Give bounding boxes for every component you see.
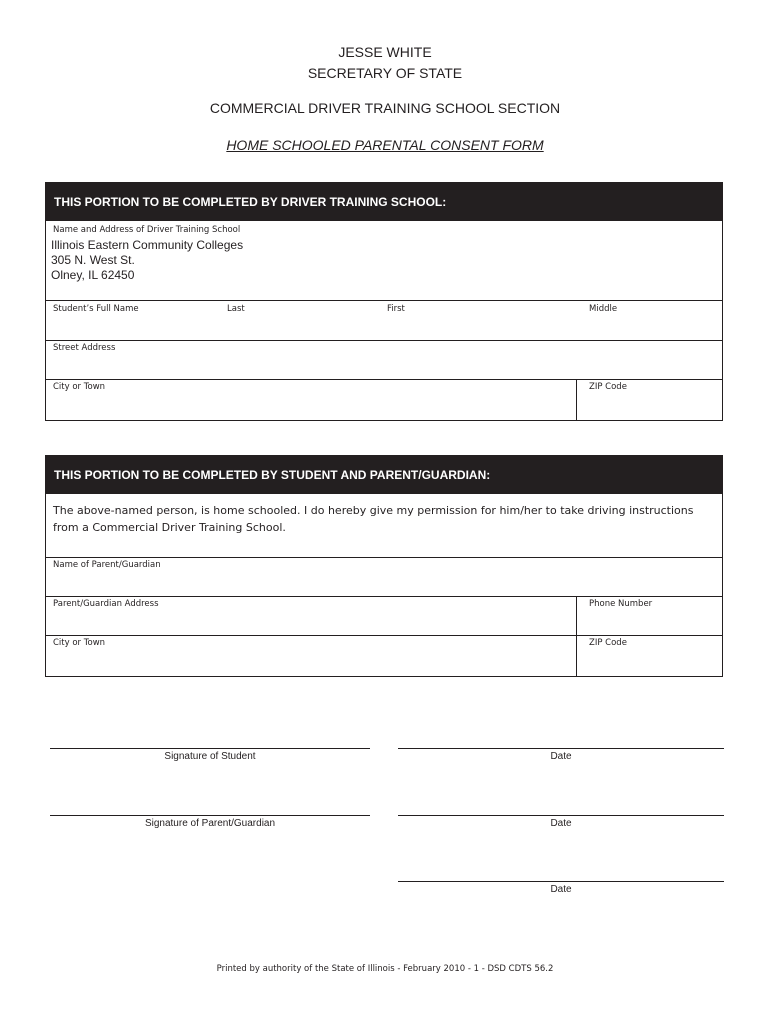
divider — [46, 379, 722, 380]
school-section — [45, 182, 723, 421]
parent-signature-line[interactable] — [50, 815, 370, 816]
parent-address-label: Parent/Guardian Address — [53, 599, 159, 609]
last-name-label: Last — [227, 304, 245, 314]
parent-section — [45, 455, 723, 677]
divider — [46, 300, 722, 301]
form-title: HOME SCHOOLED PARENTAL CONSENT FORM — [226, 137, 544, 153]
school-name-value[interactable]: Illinois Eastern Community Colleges — [51, 238, 244, 252]
parent-signature-label: Signature of Parent/Guardian — [144, 818, 276, 829]
divider — [46, 596, 722, 597]
parent-city-label: City or Town — [53, 638, 106, 648]
header-line-2: SECRETARY OF STATE — [307, 65, 463, 81]
divider — [46, 340, 722, 341]
parent-zip-label: ZIP Code — [589, 638, 627, 648]
date-line-3[interactable] — [398, 881, 724, 882]
student-zip-label: ZIP Code — [589, 382, 627, 392]
student-city-label: City or Town — [53, 382, 106, 392]
footer-text: Printed by authority of the State of Illinois - February 2010 - 1 - DSD CDTS 56.2 — [216, 964, 554, 974]
student-signature-line[interactable] — [50, 748, 370, 749]
parent-section-heading: THIS PORTION TO BE COMPLETED BY STUDENT AND PARENT/GUARDIAN: — [54, 468, 491, 482]
consent-statement: The above-named person, is home schooled. I do hereby give my permission for him/her to take driving instructions from a Commercial Driver Training School. — [53, 504, 694, 534]
school-city-value[interactable]: Olney, IL 62450 — [51, 268, 135, 282]
section-title: COMMERCIAL DRIVER TRAINING SCHOOL SECTION — [209, 100, 561, 116]
divider — [46, 557, 722, 558]
school-name-address-label: Name and Address of Driver Training School — [53, 225, 241, 235]
date-label-1: Date — [550, 751, 572, 762]
student-street-address-label: Street Address — [53, 343, 116, 353]
school-section-heading: THIS PORTION TO BE COMPLETED BY DRIVER TRAINING SCHOOL: — [54, 195, 447, 209]
date-line-2[interactable] — [398, 815, 724, 816]
header-line-1: JESSE WHITE — [338, 44, 432, 60]
parent-name-label: Name of Parent/Guardian — [53, 560, 161, 570]
school-street-value[interactable]: 305 N. West St. — [51, 253, 135, 267]
student-full-name-label: Student’s Full Name — [53, 304, 139, 314]
divider — [46, 635, 722, 636]
date-label-2: Date — [550, 818, 572, 829]
school-section-header — [46, 183, 722, 221]
divider — [576, 379, 577, 421]
date-line-1[interactable] — [398, 748, 724, 749]
parent-section-header — [46, 456, 722, 494]
date-label-3: Date — [550, 884, 572, 895]
phone-number-label: Phone Number — [589, 599, 653, 609]
student-signature-label: Signature of Student — [164, 751, 256, 762]
first-name-label: First — [387, 304, 405, 314]
middle-name-label: Middle — [589, 304, 618, 314]
divider — [576, 596, 577, 677]
